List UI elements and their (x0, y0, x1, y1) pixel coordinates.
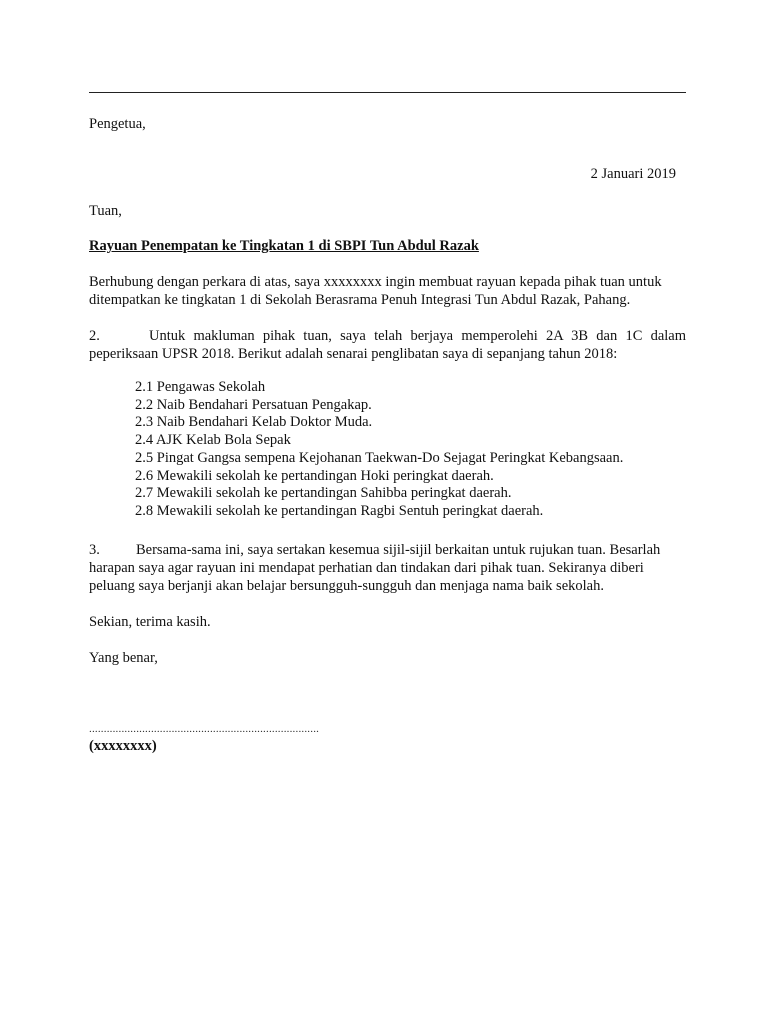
subject-heading: Rayuan Penempatan ke Tingkatan 1 di SBPI Tun Abdul Razak (89, 238, 479, 254)
paragraph-1 (89, 273, 686, 309)
paragraph-2 (89, 327, 686, 363)
list-item: 2.3 Naib Bendahari Kelab Doktor Muda. (135, 414, 373, 431)
activities-list (135, 379, 623, 521)
paragraph-2-line-2: peperiksaan UPSR 2018. Berikut adalah senarai penglibatan saya di sepanjang tahun 2018: (89, 346, 618, 362)
recipient: Pengetua, (89, 116, 146, 132)
paragraph-3 (89, 541, 686, 595)
list-item: 2.8 Mewakili sekolah ke pertandingan Ragbi Sentuh peringkat daerah. (135, 502, 544, 519)
paragraph-3-line-3: peluang saya berjanji akan belajar bersungguh-sungguh dan menjaga nama baik sekolah. (89, 578, 604, 594)
signature-name: (xxxxxxxx) (89, 738, 157, 754)
list-item: 2.6 Mewakili sekolah ke pertandingan Hoki peringkat daerah. (135, 467, 494, 484)
list-item: 2.5 Pingat Gangsa sempena Kejohanan Taekwan-Do Sejagat Peringkat Kebangsaan. (135, 449, 624, 466)
salutation: Tuan, (89, 203, 122, 219)
closing-line: Sekian, terima kasih. (89, 614, 211, 630)
list-item: 2.1 Pengawas Sekolah (135, 379, 266, 395)
paragraph-1-line-2: ditempatkan ke tingkatan 1 di Sekolah Berasrama Penuh Integrasi Tun Abdul Razak, Pahang. (89, 292, 631, 308)
top-divider (89, 92, 686, 93)
paragraph-2-number: 2. (89, 328, 100, 344)
paragraph-3-number: 3. (89, 542, 100, 558)
signature-line: .............................................................................. (89, 723, 320, 735)
paragraph-1-line-1: Berhubung dengan perkara di atas, saya xxxxxxxx ingin membuat rayuan kepada pihak tuan untuk (89, 274, 662, 290)
paragraph-3-line-1 (89, 541, 686, 559)
paragraph-3-line-2: harapan saya agar rayuan ini mendapat perhatian dan tindakan dari pihak tuan. Sekiranya diberi (89, 560, 644, 576)
paragraph-2-line-1-text: Untuk makluman pihak tuan, saya telah berjaya memperolehi 2A 3B dan 1C dalam (149, 328, 686, 344)
list-item: 2.4 AJK Kelab Bola Sepak (135, 432, 291, 449)
signoff: Yang benar, (89, 650, 158, 666)
letter-date: 2 Januari 2019 (590, 166, 676, 182)
list-item: 2.7 Mewakili sekolah ke pertandingan Sahibba peringkat daerah. (135, 485, 512, 502)
paragraph-3-line-1-text: Bersama-sama ini, saya sertakan kesemua sijil-sijil berkaitan untuk rujukan tuan. Besarlah (136, 542, 661, 558)
paragraph-2-line-1 (89, 327, 686, 345)
list-item: 2.2 Naib Bendahari Persatuan Pengakap. (135, 396, 372, 413)
